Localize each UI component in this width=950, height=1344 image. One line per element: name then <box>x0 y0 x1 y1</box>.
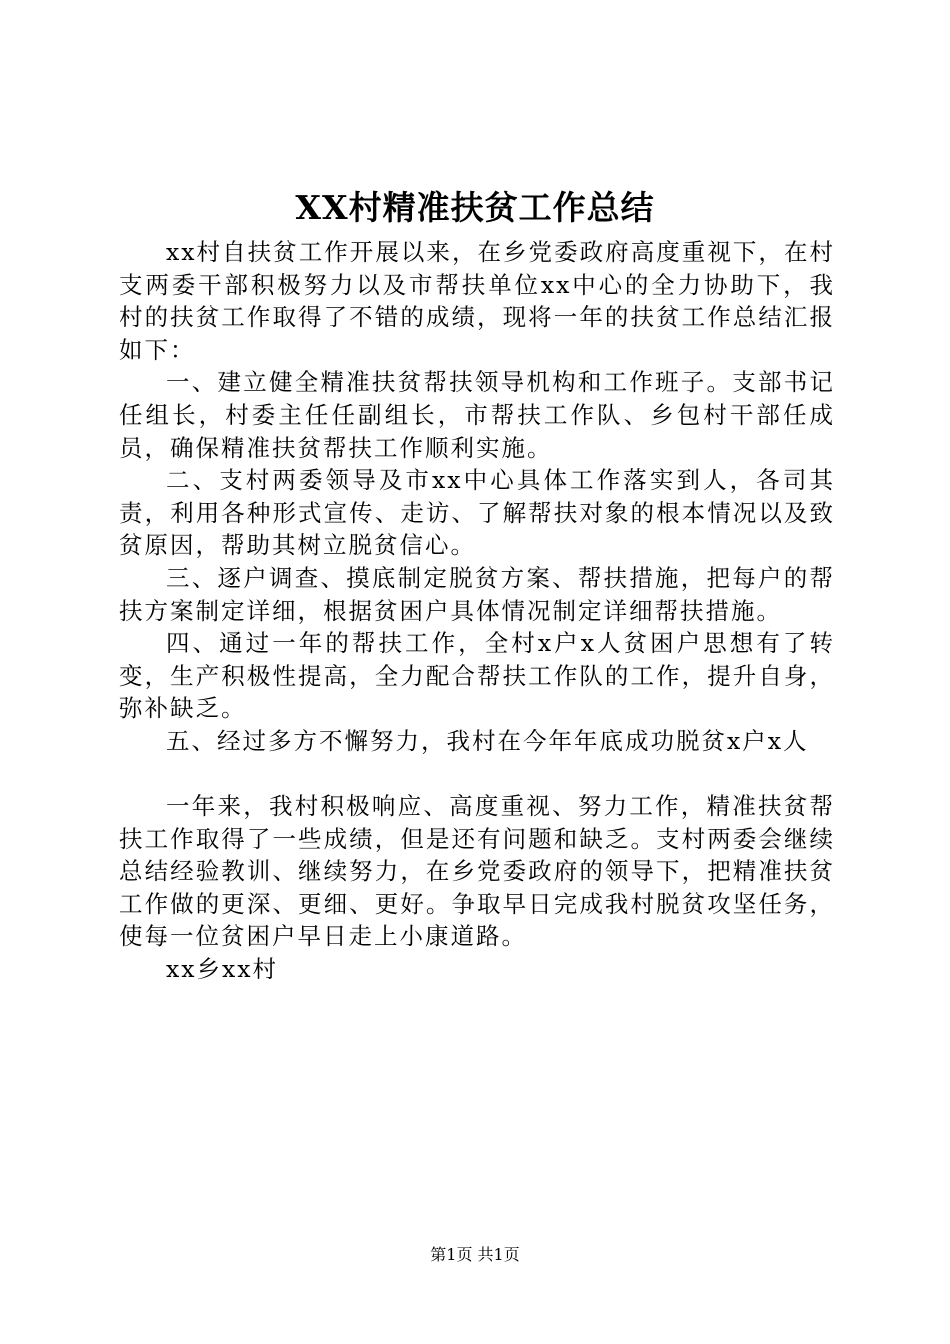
signature-line: xx乡xx村 <box>166 955 279 984</box>
document-title: XX村精准扶贫工作总结 <box>295 188 655 227</box>
paragraph-item-3: 三、逐户调查、摸底制定脱贫方案、帮扶措施，把每户的帮扶方案制定详细，根据贫困户具体情况制定详细帮扶措施。 <box>119 563 835 625</box>
paragraph-item-1: 一、建立健全精准扶贫帮扶领导机构和工作班子。支部书记任组长，村委主任任副组长，市帮扶工作队、乡包村干部任成员，确保精准扶贫帮扶工作顺利实施。 <box>119 368 835 462</box>
paragraph-item-5: 五、经过多方不懈努力，我村在今年年底成功脱贫x户x人 <box>166 726 809 755</box>
document-body <box>119 236 835 986</box>
paragraph-intro: xx村自扶贫工作开展以来，在乡党委政府高度重视下，在村支两委干部积极努力以及市帮扶单位xx中心的全力协助下，我村的扶贫工作取得了不错的成绩，现将一年的扶贫工作总结汇报如下： <box>119 238 835 364</box>
blank-line <box>119 758 835 791</box>
page-footer: 第1页 共1页 <box>430 1245 520 1264</box>
paragraph-conclusion: 一年来，我村积极响应、高度重视、努力工作，精准扶贫帮扶工作取得了一些成绩，但是还有问题和缺乏。支村两委会继续总结经验教训、继续努力，在乡党委政府的领导下，把精准扶贫工作做的更深、更细、更好。争取早日完成我村脱贫攻坚任务，使每一位贫困户早日走上小康道路。 <box>119 792 835 951</box>
paragraph-item-2: 二、支村两委领导及市xx中心具体工作落实到人，各司其责，利用各种形式宣传、走访、了解帮扶对象的根本情况以及致贫原因，帮助其树立脱贫信心。 <box>119 466 835 560</box>
paragraph-item-4: 四、通过一年的帮扶工作，全村x户x人贫困户思想有了转变，生产积极性提高，全力配合帮扶工作队的工作，提升自身，弥补缺乏。 <box>119 629 835 723</box>
